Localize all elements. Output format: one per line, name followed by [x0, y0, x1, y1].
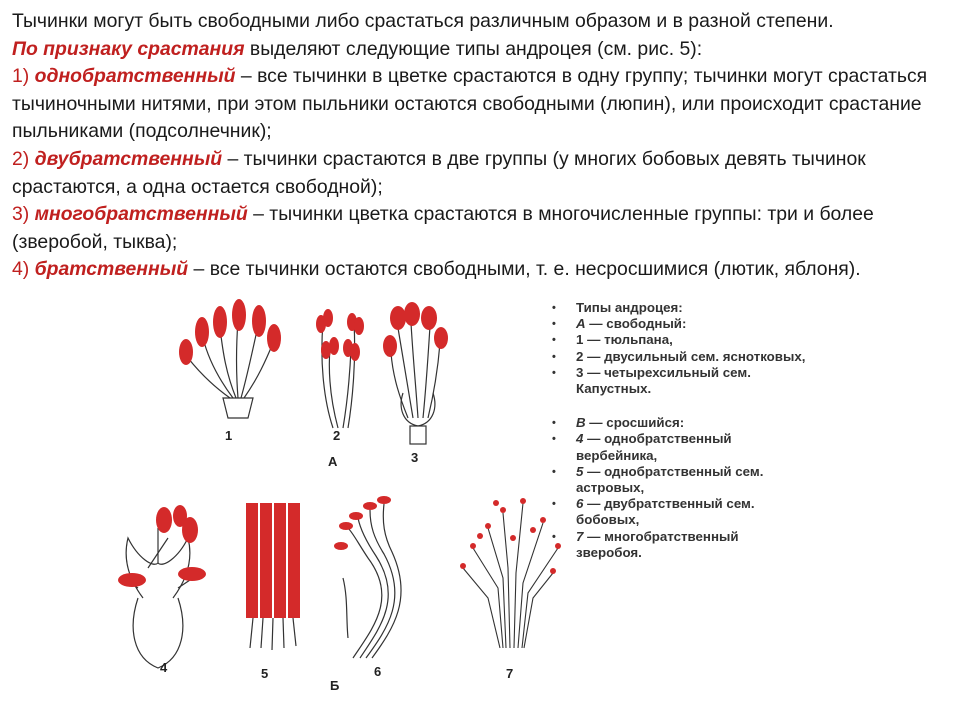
anthers-figure-5 [246, 503, 300, 618]
figure-legend [548, 300, 808, 561]
item-term: двубратственный [34, 147, 223, 170]
androecium-illustration [108, 298, 578, 718]
legend-row [548, 316, 808, 332]
anthers-figure-7 [460, 498, 561, 574]
bullet: • [552, 417, 556, 430]
legend-key: В [576, 415, 586, 431]
legend-key: 6 [576, 496, 584, 512]
item-3 [12, 201, 947, 256]
legend-text: 2 — двусильный сем. яснотковых, [576, 348, 806, 364]
item-description: – тычинки цветка срастаются в многочисленные группы: три и более (зверобой, тыква); [12, 203, 874, 253]
group-label-b: Б [330, 678, 340, 693]
item-number: 1) [12, 65, 35, 88]
bullet: • [552, 366, 556, 379]
legend-text: 3 — четырехсильный сем. Капустных. [576, 364, 751, 397]
item-1 [12, 63, 947, 146]
figure-number-1: 1 [225, 428, 233, 443]
legend-row [548, 529, 808, 561]
legend-key: А [576, 316, 586, 332]
legend-key: 5 [576, 463, 584, 479]
stamen-figure-3 [391, 323, 440, 444]
bullet: • [552, 302, 556, 314]
bullet: • [552, 530, 556, 543]
item-term: братственный [34, 258, 189, 281]
criterion-label: По признаку срастания [12, 37, 245, 60]
anthers-figure-1 [179, 299, 281, 365]
item-term: многобратственный [34, 203, 248, 226]
legend-row [548, 415, 808, 431]
item-number: 4) [12, 258, 35, 281]
legend-text: — многобратственный зверобоя. [576, 528, 739, 560]
stamen-figure-2 [322, 323, 355, 428]
bullet: • [552, 350, 556, 363]
legend-row [548, 300, 808, 316]
slide-text [12, 8, 947, 284]
intro-text: Тычинки могут быть свободными либо срастаться различным образом и в разной степени. [12, 10, 834, 32]
item-description: – тычинки срастаются в две группы (у многих бобовых девять тычинок срастаются, а одна остается свободной); [12, 147, 866, 198]
intro-paragraph [12, 8, 947, 36]
figure-number-5: 5 [261, 666, 269, 681]
legend-text: — свободный: [585, 316, 687, 332]
legend-row [548, 365, 808, 397]
criterion-rest: выделяют следующие типы андроцея (см. рис. 5): [244, 37, 703, 60]
anthers-figure-2 [316, 309, 364, 361]
figure-number-4: 4 [160, 660, 168, 675]
stamen-figure-4 [123, 528, 193, 668]
legend-key: 7 [576, 528, 584, 544]
legend-row [548, 464, 808, 496]
item-number: 3) [12, 203, 35, 226]
legend-text: — двубратственный сем. бобовых, [576, 496, 755, 528]
bullet: • [552, 465, 556, 478]
figure-number-3: 3 [411, 450, 419, 465]
anthers-figure-6 [334, 496, 391, 550]
legend-key: 4 [576, 431, 584, 447]
item-description: – все тычинки в цветке срастаются в одну группу; тычинки могут срастаться тычиночными нитями, при этом пыльники остаются свободными (люпин), или происходит срастание пыльниками (подсолнечник); [12, 65, 928, 143]
legend-text: 1 — тюльпана, [576, 332, 673, 348]
legend-text: — однобратственный сем. астровых, [576, 463, 764, 496]
item-description: – все тычинки остаются свободными, т. е. несросшимися (лютик, яблоня). [188, 258, 861, 281]
legend-text: — сросшийся: [585, 415, 685, 431]
criterion-paragraph [12, 36, 947, 64]
figure-number-2: 2 [333, 428, 341, 443]
bullet: • [552, 334, 556, 347]
stamen-figure-7 [463, 503, 558, 648]
legend-row [548, 431, 808, 463]
item-term: однобратственный [34, 65, 236, 88]
legend-row [548, 332, 808, 348]
stamen-figure-5 [250, 618, 296, 650]
bullet: • [552, 318, 556, 331]
item-2 [12, 146, 947, 201]
figure-number-6: 6 [374, 664, 382, 679]
legend-text: Типы андроцея: [576, 300, 683, 315]
legend-row [548, 496, 808, 528]
item-4 [12, 256, 947, 284]
androecium-figure [108, 298, 578, 718]
anthers-figure-3 [383, 302, 448, 357]
legend-text: — однобратственный вербейника, [576, 431, 732, 463]
group-label-a: А [328, 454, 338, 469]
bullet: • [552, 433, 556, 446]
legend-row [548, 349, 808, 365]
item-number: 2) [12, 147, 35, 170]
figure-number-7: 7 [506, 666, 514, 681]
bullet: • [552, 498, 556, 511]
